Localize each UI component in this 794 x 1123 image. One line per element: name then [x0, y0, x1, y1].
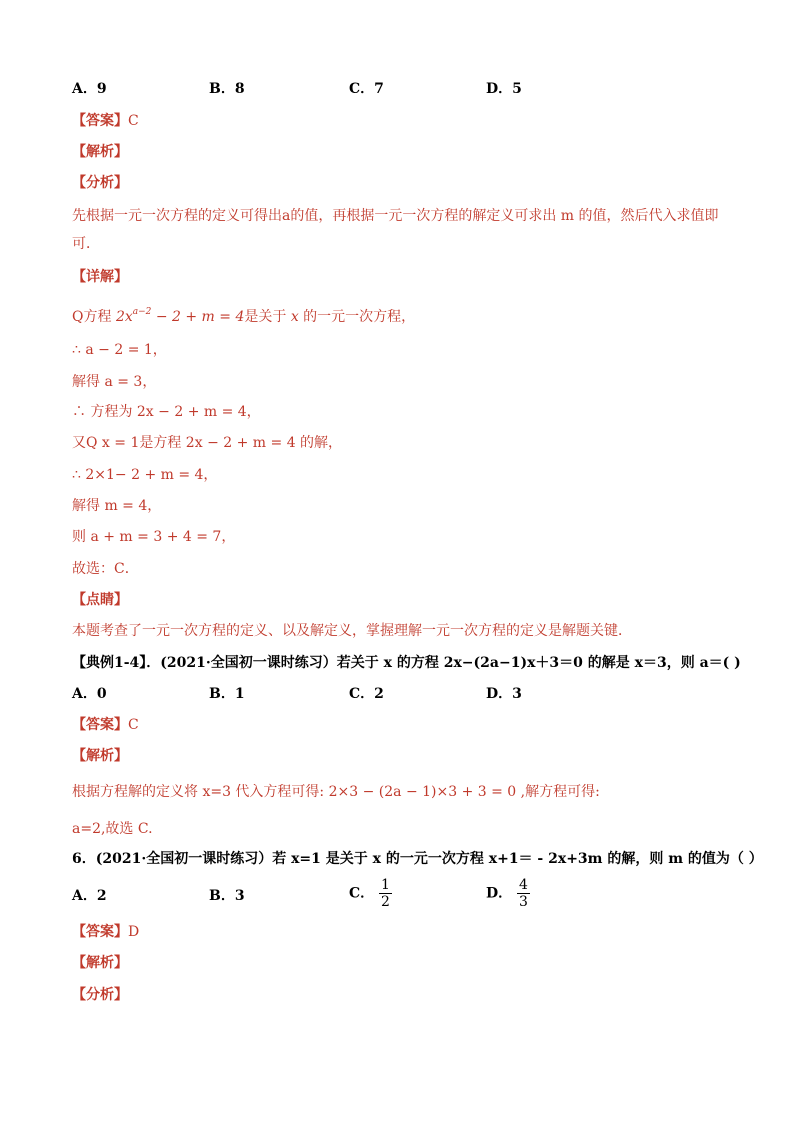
option-d: D． $\frac{4}{3}$ — [486, 877, 528, 910]
answer-line-3: 【答案】D — [72, 924, 140, 940]
detail-step-1: Q方程 $2x^{a-2} - 2 + m = 4$是关于 x 的一元一次方程， — [72, 307, 416, 325]
fenxi-label-1: 【分析】 — [72, 175, 128, 191]
detail-label-1: 【详解】 — [72, 269, 128, 285]
option-c: C．2 — [349, 686, 384, 702]
option-c: C． $\frac{1}{2}$ — [349, 877, 390, 910]
answer-value: C — [128, 113, 139, 129]
fenxi-label-3: 【分析】 — [72, 987, 128, 1003]
analysis-label-2: 【解析】 — [72, 748, 128, 764]
option-a: A．0 — [72, 686, 107, 702]
detail-step-9: 故选：C． — [72, 561, 139, 577]
option-a: A．9 — [72, 81, 107, 97]
option-b: B．1 — [209, 686, 245, 702]
question-1-4: 【典例1-4】．(2021·全国初一课时练习）若关于 x 的方程 2x−(2a−1)x＋3＝0 的解是 x＝3，则 a＝( ) — [72, 655, 741, 671]
detail-step-5: 又Q x = 1是方程 2x − 2 + m = 4 的解， — [72, 435, 343, 451]
detail-step-2: ∴ a − 2 = 1， — [72, 342, 167, 358]
point-label-1: 【点睛】 — [72, 592, 128, 608]
fenxi-text-1: 先根据一元一次方程的定义可得出a的值，再根据一元一次方程的解定义可求出 m 的值，然后代入求值即可． — [72, 208, 719, 252]
analysis-label-3: 【解析】 — [72, 955, 128, 971]
detail-step-7: 解得 m = 4， — [72, 498, 162, 514]
detail-step-8: 则 a + m = 3 + 4 = 7， — [72, 529, 236, 545]
option-b: B．3 — [209, 888, 245, 904]
question-6: 6．(2021·全国初一课时练习）若 x=1 是关于 x 的一元一次方程 x+1＝ - 2x+3m 的解，则 m 的值为（ ） — [72, 851, 763, 867]
option-a: A．2 — [72, 888, 107, 904]
fraction-four-thirds: $\frac{4}{3}$ — [519, 877, 528, 910]
answer-line-2: 【答案】C — [72, 717, 139, 733]
solution-line-2: a=2,故选 C. — [72, 821, 153, 837]
analysis-label-1: 【解析】 — [72, 144, 128, 160]
detail-step-6: ∴ 2×1− 2 + m = 4， — [72, 467, 218, 483]
point-text-1: 本题考查了一元一次方程的定义、以及解定义，掌握理解一元一次方程的定义是解题关键． — [72, 623, 632, 639]
option-c: C．7 — [349, 81, 384, 97]
answer-label: 【答案】 — [72, 113, 128, 129]
answer-line-1 — [72, 112, 139, 130]
option-d: D．3 — [486, 686, 522, 702]
detail-step-4: ∴ 方程为 2x − 2 + m = 4， — [72, 404, 261, 420]
option-d: D．5 — [486, 81, 522, 97]
detail-step-3: 解得 a = 3， — [72, 374, 157, 390]
option-b: B．8 — [209, 81, 245, 97]
solution-line-1: 根据方程解的定义将 x=3 代入方程可得: 2×3 − (2a − 1)×3 + 3 = 0 ,解方程可得: — [72, 784, 600, 800]
fraction-one-half: $\frac{1}{2}$ — [381, 877, 390, 910]
